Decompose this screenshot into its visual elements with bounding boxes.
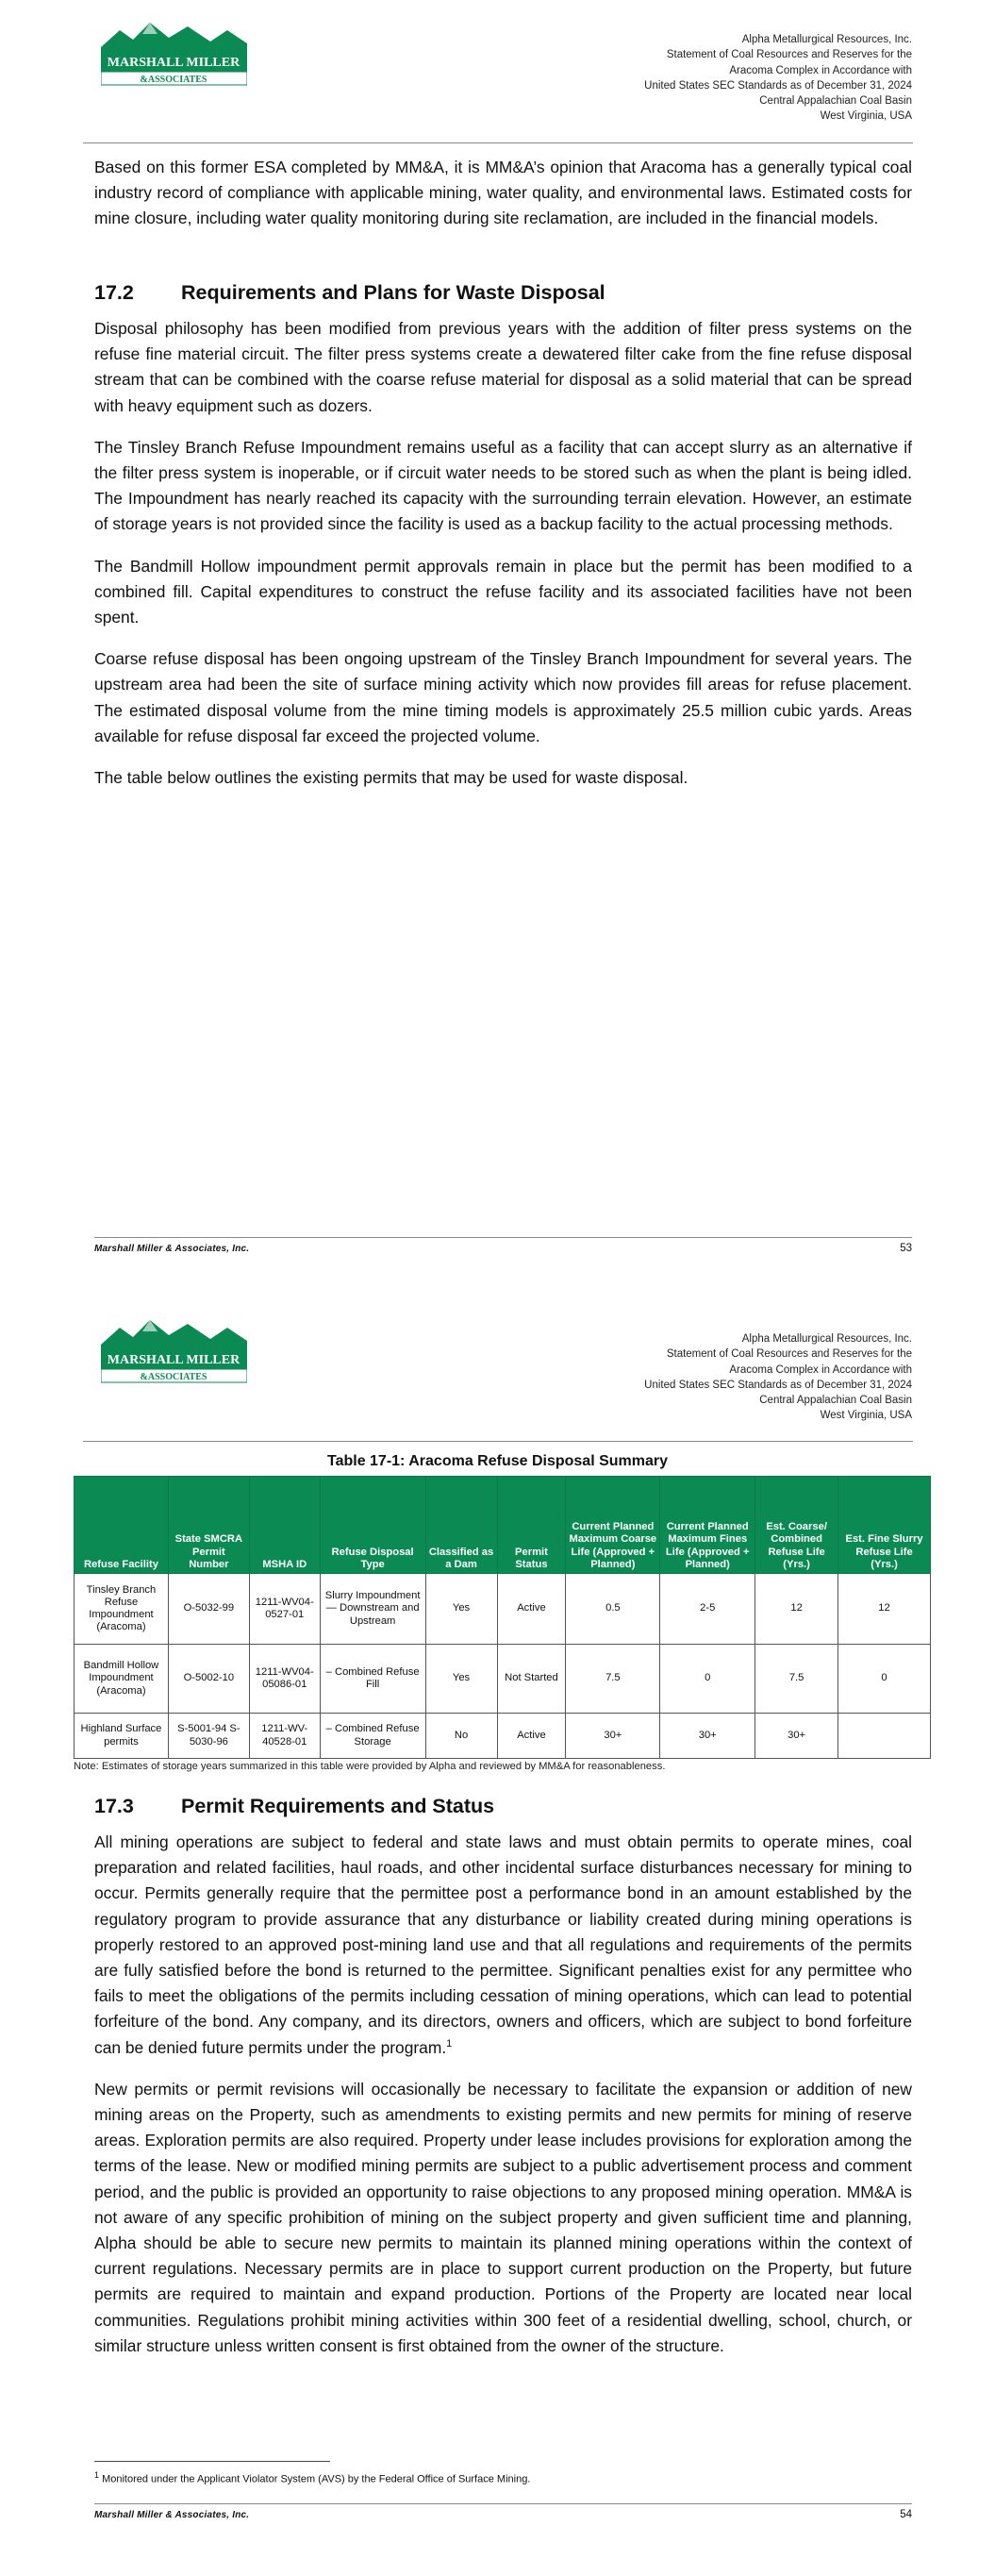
page-header xyxy=(516,1331,912,1424)
table-header-row xyxy=(75,1477,931,1574)
footnote-divider xyxy=(94,2461,330,2462)
paragraph: Coarse refuse disposal has been ongoing upstream of the Tinsley Branch Impoundment for several years. The upstream area had been the site of surface mining activity which now provides fill areas for refuse placement. The estimated disposal volume from the mine timing models is approximately 25.5 million cubic yards. Areas available for refuse disposal far exceed the projected volume. xyxy=(94,649,912,745)
cell-fines-life: 30+ xyxy=(660,1714,755,1759)
cell-coarse-life: 7.5 xyxy=(566,1645,660,1714)
cell-msha-id: 1211-WV-40528-01 xyxy=(249,1714,320,1759)
header-line4: United States SEC Standards as of December 31, 2024 xyxy=(644,79,912,92)
col-header: Refuse Facility xyxy=(75,1477,169,1574)
page-number: 53 xyxy=(900,1243,912,1254)
cell-slurry-life xyxy=(838,1714,931,1759)
header-line2: Statement of Coal Resources and Reserves for the xyxy=(666,49,912,61)
header-line5: Central Appalachian Coal Basin xyxy=(759,95,912,108)
table-row xyxy=(75,1714,931,1759)
col-header: Est. Fine Slurry Refuse Life (Yrs.) xyxy=(838,1477,931,1574)
section-number: 17.2 xyxy=(94,281,134,304)
table-title: Table 17-1: Aracoma Refuse Disposal Summary xyxy=(326,1453,669,1469)
col-header: State SMCRA Permit Number xyxy=(168,1477,249,1574)
page-header xyxy=(516,32,912,125)
cell-fines-life: 0 xyxy=(660,1645,755,1714)
section-17-3-body xyxy=(94,1830,912,2375)
marshall-miller-logo xyxy=(101,19,247,87)
section-title: Permit Requirements and Status xyxy=(181,1795,495,1817)
logo-text-top: MARSHALL MILLER xyxy=(107,56,240,70)
header-line3: Aracoma Complex in Accordance with xyxy=(729,64,912,76)
header-divider xyxy=(83,142,913,143)
header-line3: Aracoma Complex in Accordance with xyxy=(729,1363,912,1376)
col-header: Refuse Disposal Type xyxy=(320,1477,425,1574)
col-header: Est. Coarse/ Combined Refuse Life (Yrs.) xyxy=(755,1477,838,1574)
footnote-reference[interactable]: 1 xyxy=(446,2037,453,2049)
paragraph xyxy=(94,1830,912,2061)
cell-msha-id: 1211-WV04-0527-01 xyxy=(249,1574,320,1645)
section-17-2-body xyxy=(94,316,912,807)
header-line2: Statement of Coal Resources and Reserves for the xyxy=(666,1348,912,1361)
page-number: 54 xyxy=(900,2509,912,2520)
cell-msha-id: 1211-WV04-05086-01 xyxy=(249,1645,320,1714)
header-company: Alpha Metallurgical Resources, Inc. xyxy=(741,34,912,45)
cell-facility: Tinsley Branch Refuse Impoundment (Aracoma) xyxy=(75,1574,169,1645)
paragraph-text: All mining operations are subject to federal and state laws and must obtain permits to operate mines, coal preparation and related facilities, haul roads, and other incidental surface disturbances necessary for mining to occur. Permits generally require that the permittee post a performance bond in an amount established by the regulatory program to provide assurance that any disturbance or liability created during mining operations is properly restored to an approved post-mining land use and that all regulations and requirements of the permits are fully satisfied before the bond is returned to the permittee. Significant penalties exist for any permittee who fails to meet the obligations of the permits including cessation of mining operations, which can lead to potential forfeiture of the bond. Any company, and its directors, owners and officers, which are subject to bond forfeiture can be denied future permits under the program. xyxy=(94,1832,912,2057)
col-header: Classified as a Dam xyxy=(425,1477,497,1574)
cell-facility: Bandmill Hollow Impoundment (Aracoma) xyxy=(75,1645,169,1714)
col-header: Permit Status xyxy=(497,1477,566,1574)
cell-disposal-type: – Combined Refuse Fill xyxy=(320,1645,425,1714)
paragraph: Disposal philosophy has been modified from previous years with the addition of filter press systems on the refuse fine material circuit. The filter press systems create a dewatered filter cake from the fine refuse disposal stream that can be combined with the coarse refuse material for disposal as a solid material that can be spread with heavy equipment such as dozers. xyxy=(94,319,912,415)
footer-firm-name: Marshall Miller & Associates, Inc. xyxy=(94,2510,250,2520)
cell-coarse-life: 0.5 xyxy=(566,1574,660,1645)
footer-divider xyxy=(94,2503,912,2504)
col-header: MSHA ID xyxy=(249,1477,320,1574)
cell-status: Not Started xyxy=(497,1645,566,1714)
header-line6: West Virginia, USA xyxy=(820,1410,912,1422)
intro-block xyxy=(94,155,912,248)
paragraph: The Tinsley Branch Refuse Impoundment remains useful as a facility that can accept slurry as an alternative if the filter press system is inoperable, or if circuit water needs to be stored such as when the plant is being idled. The Impoundment has nearly reached its capacity with the surrounding terrain elevation. However, an estimate of storage years is not provided since the facility is used as a backup facility to the actual processing methods. xyxy=(94,437,912,534)
col-header: Current Planned Maximum Fines Life (Approved + Planned) xyxy=(660,1477,755,1574)
footnote-number: 1 xyxy=(94,2470,100,2480)
header-line6: West Virginia, USA xyxy=(820,110,912,123)
table-note: Note: Estimates of storage years summarized in this table were provided by Alpha and reviewed by MM&A for reasonableness. xyxy=(74,1761,666,1772)
paragraph: The Bandmill Hollow impoundment permit approvals remain in place but the permit has been modified to a combined fill. Capital expenditures to construct the refuse facility and its associated facilities have not been spent. xyxy=(94,556,912,627)
section-heading-17-3 xyxy=(94,1795,494,1818)
logo-text-bottom: &ASSOCIATES xyxy=(140,1372,207,1382)
cell-fines-life: 2-5 xyxy=(660,1574,755,1645)
paragraph: The table below outlines the existing permits that may be used for waste disposal. xyxy=(94,768,688,788)
cell-status: Active xyxy=(497,1574,566,1645)
cell-dam: Yes xyxy=(425,1645,497,1714)
cell-disposal-type: Slurry Impoundment— Downstream and Upstream xyxy=(320,1574,425,1645)
section-title: Requirements and Plans for Waste Disposal xyxy=(181,281,605,304)
cell-dam: Yes xyxy=(425,1574,497,1645)
section-number: 17.3 xyxy=(94,1795,134,1817)
section-heading-17-2 xyxy=(94,281,605,305)
header-divider xyxy=(83,1441,913,1442)
cell-combined-life: 30+ xyxy=(755,1714,838,1759)
marshall-miller-logo xyxy=(101,1316,247,1384)
cell-permit: O-5032-99 xyxy=(168,1574,249,1645)
cell-combined-life: 12 xyxy=(755,1574,838,1645)
cell-coarse-life: 30+ xyxy=(566,1714,660,1759)
intro-paragraph: Based on this former ESA completed by MM&A, it is MM&A’s opinion that Aracoma has a generally typical coal industry record of compliance with applicable mining, water quality, and environmental laws. Estimated costs for mine closure, including water quality monitoring during site reclamation, are included in the financial models. xyxy=(94,158,912,228)
cell-facility: Highland Surface permits xyxy=(75,1714,169,1759)
paragraph: New permits or permit revisions will occasionally be necessary to facilitate the expansion or addition of new mining areas on the Property, such as amendments to existing permits and new permits for mining of reserve areas. Exploration permits are also required. Property under lease includes provisions for exploration among the terms of the lease. New or modified mining permits are subject to a public advertisement process and comment period, and the public is provided an opportunity to raise objections to any proposed mining operation. MM&A is not aware of any specific prohibition of mining on the subject property and given sufficient time and planning, Alpha should be able to secure new permits to maintain its planned mining operations within the context of current regulations. Necessary permits are in place to support current production on the Property, but future permits are required to maintain and expand production. Portions of the Property are located near local communities. Regulations prohibit mining activities within 300 feet of a residential dwelling, school, church, or similar structure unless written consent is first obtained from the owner of the structure. xyxy=(94,2079,912,2355)
cell-status: Active xyxy=(497,1714,566,1759)
cell-permit: S-5001-94 S-5030-96 xyxy=(168,1714,249,1759)
table-row xyxy=(75,1645,931,1714)
table-row xyxy=(75,1574,931,1645)
cell-slurry-life: 12 xyxy=(838,1574,931,1645)
cell-permit: O-5002-10 xyxy=(168,1645,249,1714)
footer-divider xyxy=(94,1237,912,1238)
refuse-disposal-table xyxy=(74,1476,931,1759)
logo-text-bottom: &ASSOCIATES xyxy=(140,75,207,85)
footer-firm-name: Marshall Miller & Associates, Inc. xyxy=(94,1244,250,1254)
col-header: Current Planned Maximum Coarse Life (Approved + Planned) xyxy=(566,1477,660,1574)
cell-slurry-life: 0 xyxy=(838,1645,931,1714)
header-line4: United States SEC Standards as of December 31, 2024 xyxy=(644,1379,912,1391)
header-line5: Central Appalachian Coal Basin xyxy=(759,1395,912,1407)
cell-disposal-type: – Combined Refuse Storage xyxy=(320,1714,425,1759)
page-54 xyxy=(0,1288,995,2576)
footnote xyxy=(94,2470,530,2485)
logo-text-top: MARSHALL MILLER xyxy=(107,1353,240,1367)
cell-dam: No xyxy=(425,1714,497,1759)
header-company: Alpha Metallurgical Resources, Inc. xyxy=(741,1333,912,1345)
cell-combined-life: 7.5 xyxy=(755,1645,838,1714)
footnote-text: Monitored under the Applicant Violator System (AVS) by the Federal Office of Surface Mining. xyxy=(102,2473,531,2485)
